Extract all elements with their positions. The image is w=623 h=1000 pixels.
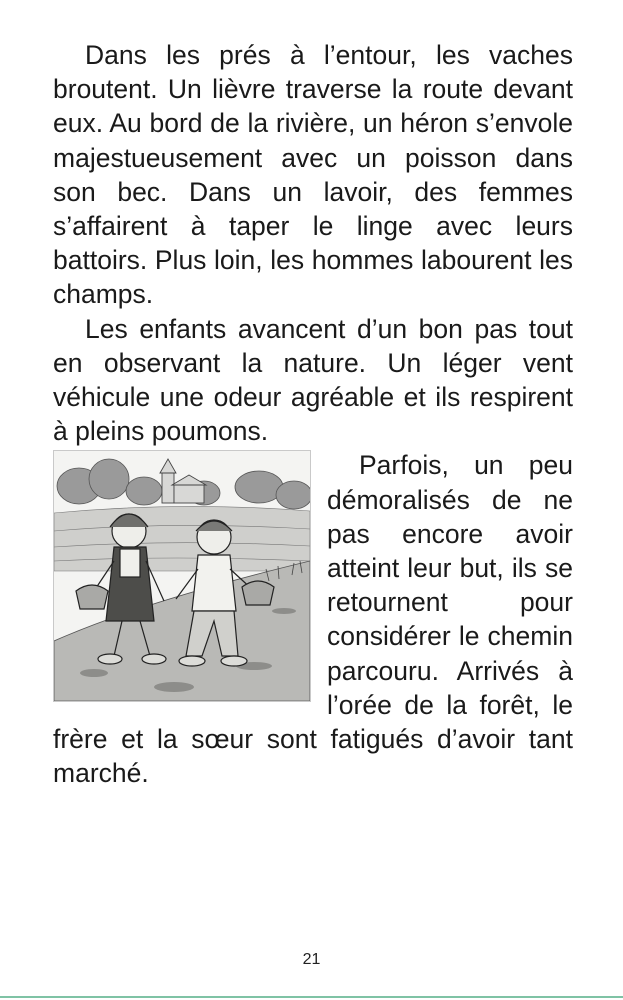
illustration-drawing <box>54 451 310 701</box>
page-number: 21 <box>302 951 321 968</box>
bottom-rule <box>0 996 623 998</box>
page-body <box>53 38 573 790</box>
paragraph-1: Dans les prés à l’entour, les vaches broutent. Un lièvre traverse la route devant eux. Au bord de la rivière, un héron s’envole majestueusement avec un poisson dans son bec. Dans un lavoir, des femmes s’affairent à taper le linge avec leurs battoirs. Plus loin, les hommes labourent les champs. <box>53 40 573 310</box>
illustration-children-walking <box>53 450 311 702</box>
paragraph-3: Parfois, un peu démoralisés de ne pas encore avoir atteint leur but, ils se retournent pour considérer le chemin parcouru. Arrivés à l’orée de la forêt, le frère et la sœur sont fatigués d’avoir tant marché. <box>53 450 573 789</box>
paragraph-2: Les enfants avancent d’un bon pas tout en observant la nature. Un léger vent véhicule une odeur agréable et ils respirent à pleins poumons. <box>53 313 573 447</box>
